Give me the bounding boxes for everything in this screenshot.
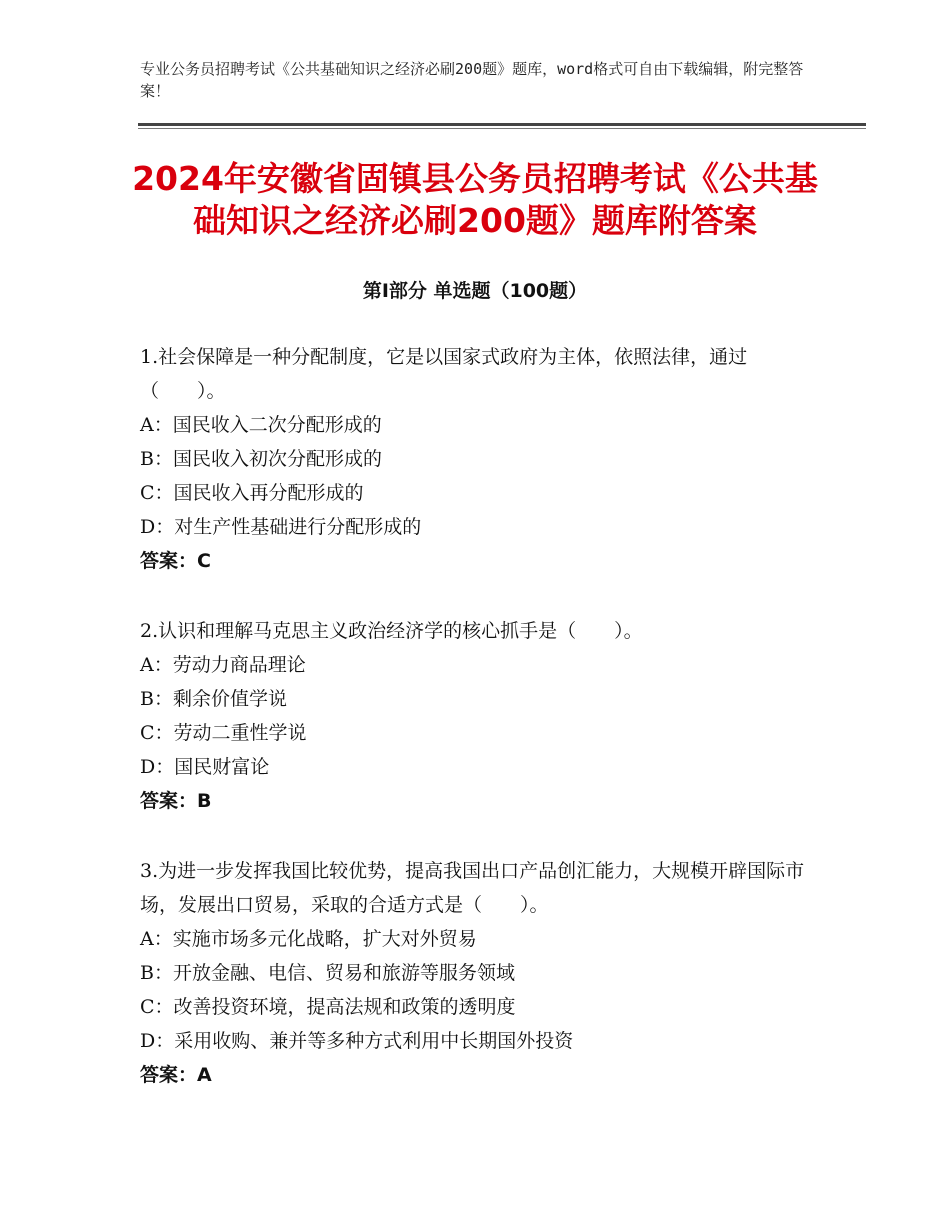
option-d: D：采用收购、兼并等多种方式利用中长期国外投资 (140, 1030, 574, 1052)
option-a: A：劳动力商品理论 (140, 654, 306, 676)
option-d: D：对生产性基础进行分配形成的 (140, 516, 422, 538)
option-b: B：开放金融、电信、贸易和旅游等服务领域 (140, 962, 515, 984)
option-b: B：剩余价值学说 (140, 688, 287, 710)
question-stem: 2.认识和理解马克思主义政治经济学的核心抓手是（ ）。 (140, 620, 643, 642)
section-heading: 第Ⅰ部分 单选题（100题） (362, 280, 588, 302)
option-c: C：改善投资环境，提高法规和政策的透明度 (140, 996, 516, 1018)
question-3 (140, 854, 820, 1092)
option-c: C：国民收入再分配形成的 (140, 482, 364, 504)
option-b: B：国民收入初次分配形成的 (140, 448, 382, 470)
header-divider-thin (138, 128, 866, 129)
option-d: D：国民财富论 (140, 756, 270, 778)
option-a: A：实施市场多元化战略，扩大对外贸易 (140, 928, 477, 950)
question-stem: 1.社会保障是一种分配制度，它是以国家式政府为主体，依照法律，通过（ ）。 (140, 346, 748, 402)
answer: 答案：A (140, 1064, 212, 1086)
answer: 答案：B (140, 790, 212, 812)
question-2 (140, 614, 820, 818)
document-title: 2024年安徽省固镇县公务员招聘考试《公共基础知识之经济必刷200题》题库附答案 (132, 159, 818, 240)
answer: 答案：C (140, 550, 211, 572)
question-1 (140, 340, 820, 578)
header-divider (138, 123, 866, 126)
header-note: 专业公务员招聘考试《公共基础知识之经济必刷200题》题库，word格式可自由下载编辑，附完整答案！ (140, 60, 804, 100)
option-c: C：劳动二重性学说 (140, 722, 307, 744)
option-a: A：国民收入二次分配形成的 (140, 414, 382, 436)
question-stem: 3.为进一步发挥我国比较优势，提高我国出口产品创汇能力，大规模开辟国际市场，发展出口贸易，采取的合适方式是（ ）。 (140, 860, 805, 916)
